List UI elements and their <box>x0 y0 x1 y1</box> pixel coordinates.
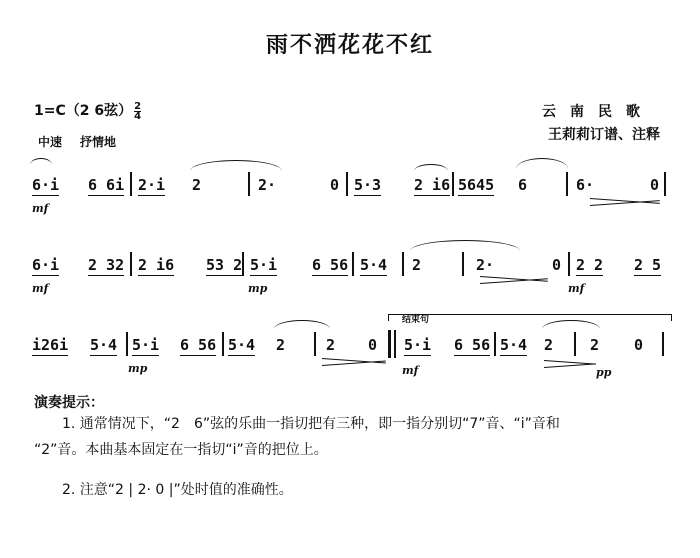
note-group: 6 56 <box>312 256 349 274</box>
key-text: 1=C（2 6弦） <box>34 103 133 119</box>
performance-note-1-continued: “2”音。本曲基本固定在一指切“i”音的把位上。 <box>34 442 328 458</box>
dynamic-marking: pp <box>596 366 612 379</box>
note-group: 2 32 <box>88 256 125 274</box>
time-signature <box>134 102 141 121</box>
note-group: 0 <box>330 176 340 194</box>
note-group: 0 <box>634 336 644 354</box>
note-group: 5·i <box>404 336 432 354</box>
note-group: 2· <box>476 256 495 274</box>
note-group: 2 <box>276 336 286 354</box>
note-group: 6 6i <box>88 176 125 194</box>
barline <box>494 332 496 356</box>
slur <box>274 320 330 329</box>
note-group: 2 i6 <box>138 256 175 274</box>
tempo-speed: 中速 <box>38 135 63 149</box>
barline <box>346 172 348 196</box>
barline <box>126 332 128 356</box>
repeat-barline <box>394 330 396 358</box>
note-group: 6·i <box>32 176 60 194</box>
slur <box>542 320 600 329</box>
time-numerator: 2 <box>134 100 142 112</box>
ending-label: 结束句 <box>402 315 430 325</box>
barline <box>664 172 666 196</box>
decrescendo-hairpin <box>480 276 548 284</box>
decrescendo-hairpin <box>322 358 386 366</box>
note-group: 2 <box>326 336 336 354</box>
barline <box>352 252 354 276</box>
note-group: 6· <box>576 176 595 194</box>
score-row-3 <box>30 310 670 390</box>
note-group: 5·4 <box>500 336 528 354</box>
dynamic-marking: mp <box>248 282 268 295</box>
barline <box>248 172 250 196</box>
dynamic-marking: mp <box>128 362 148 375</box>
note-group: 5·4 <box>228 336 256 354</box>
score-row-2 <box>30 230 670 310</box>
note-group: 5·i <box>132 336 160 354</box>
dynamic-marking: mf <box>568 282 585 295</box>
slur <box>190 160 282 171</box>
note-group: 5·4 <box>90 336 118 354</box>
barline <box>130 172 132 196</box>
barline <box>566 172 568 196</box>
note-group: 5·i <box>250 256 278 274</box>
note-group: 2 5 <box>634 256 662 274</box>
note-group: 5645 <box>458 176 495 194</box>
note-group: 2 i6 <box>414 176 451 194</box>
dynamic-marking: mf <box>32 282 49 295</box>
barline <box>402 252 404 276</box>
barline <box>568 252 570 276</box>
performance-notes-heading: 演奏提示： <box>34 395 104 411</box>
slur <box>30 158 52 165</box>
barline <box>242 252 244 276</box>
key-signature <box>34 100 141 121</box>
note-group: i26i <box>32 336 69 354</box>
song-origin: 云南民歌 <box>542 104 654 120</box>
barline <box>452 172 454 196</box>
note-group: 53 2 <box>206 256 243 274</box>
slur <box>516 158 568 169</box>
time-denominator: 4 <box>134 110 142 122</box>
barline <box>662 332 664 356</box>
dynamic-marking: mf <box>32 202 49 215</box>
dynamic-marking: mf <box>402 364 419 377</box>
note-group: 2 2 <box>576 256 604 274</box>
repeat-barline <box>388 330 391 358</box>
note-group: 6 <box>518 176 528 194</box>
tempo-expression: 抒情地 <box>80 135 117 149</box>
barline <box>222 332 224 356</box>
slur <box>414 164 448 171</box>
performance-note-1: 1. 通常情况下，“2 6”弦的乐曲一指切把有三种，即一指分别切“7”音、“i”音和 <box>62 416 560 432</box>
note-group: 2 <box>192 176 202 194</box>
tempo-marking <box>38 133 134 150</box>
note-group: 2 <box>412 256 422 274</box>
barline <box>462 252 464 276</box>
arranger-credit: 王莉莉订谱、注释 <box>548 127 660 143</box>
slur <box>410 240 520 251</box>
note-group: 0 <box>650 176 660 194</box>
note-group: 5·3 <box>354 176 382 194</box>
note-group: 2 <box>590 336 600 354</box>
decrescendo-hairpin <box>544 360 596 368</box>
note-group: 0 <box>552 256 562 274</box>
note-group: 6·i <box>32 256 60 274</box>
ending-bracket <box>388 314 672 321</box>
note-group: 6 56 <box>454 336 491 354</box>
note-group: 2· <box>258 176 277 194</box>
barline <box>574 332 576 356</box>
decrescendo-hairpin <box>590 198 660 206</box>
score-row-1 <box>30 150 670 230</box>
performance-note-2: 2. 注意“2 | 2· 0 |”处时值的准确性。 <box>62 482 293 498</box>
barline <box>130 252 132 276</box>
note-group: 0 <box>368 336 378 354</box>
note-group: 2 <box>544 336 554 354</box>
note-group: 6 56 <box>180 336 217 354</box>
note-group: 2·i <box>138 176 166 194</box>
barline <box>314 332 316 356</box>
page-title: 雨不洒花花不红 <box>265 33 434 58</box>
note-group: 5·4 <box>360 256 388 274</box>
